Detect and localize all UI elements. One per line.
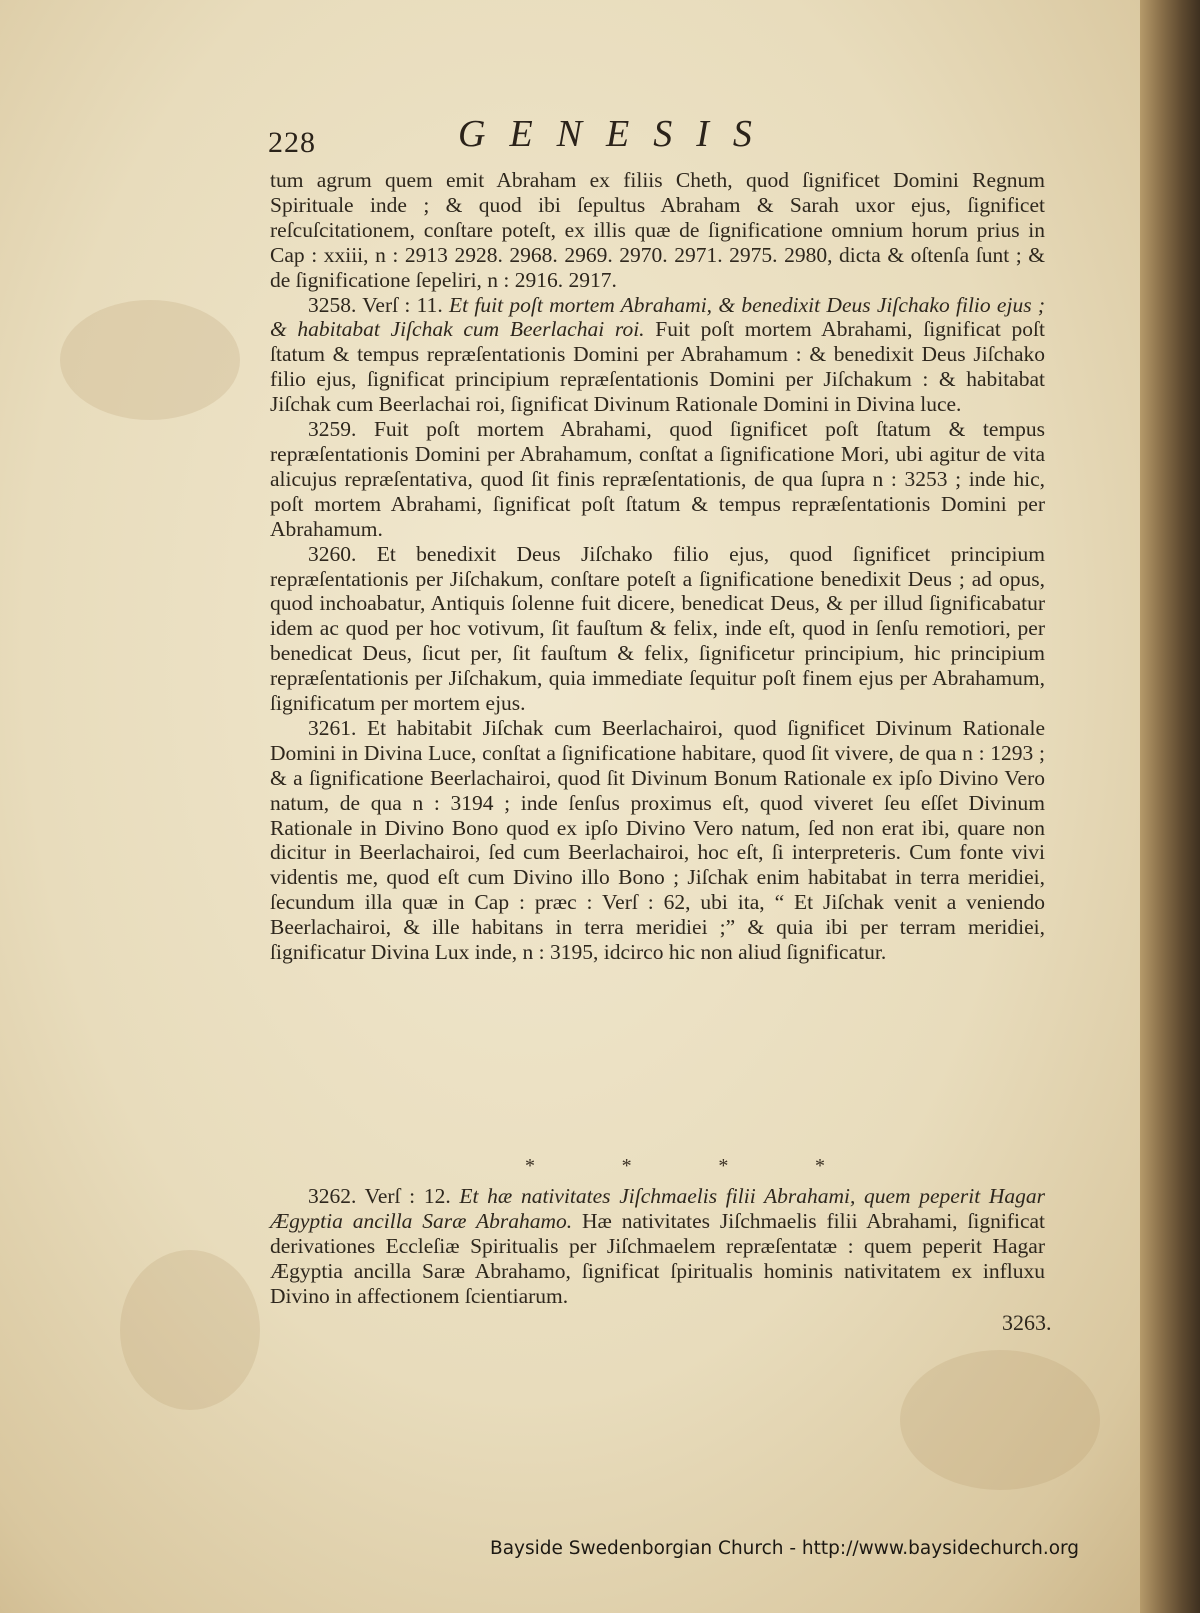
verse-reference: Verſ : 11. — [362, 292, 443, 317]
paragraph-continuation: tum agrum quem emit Abraham ex filiis Cheth, quod ſignificet Domini Regnum Spirituale inde ; & quod ibi ſepultus Abraham & Sarah uxor ejus, ſignificet reſcuſcitationem, conſtare poteſt, ex illis quæ de ſignificatione omnium horum prius in Cap : xxiii, n : 2913 2928. 2968. 2969. 2970. 2971. 2975. 2980, dicta & oſtenſa ſunt ; & de ſignificatione ſepeliri, n : 2916. 2917. — [270, 168, 1045, 292]
paragraph-number: 3262. — [308, 1184, 357, 1208]
main-text — [270, 168, 1045, 965]
paragraph-3258 — [270, 293, 1045, 418]
verse-reference: Verſ : 12. — [364, 1184, 451, 1208]
paper-stain — [120, 1250, 260, 1410]
paragraph-3262 — [270, 1184, 1045, 1309]
paragraph-body: Hæ nativitates Jiſchmaelis filii Abrahami, ſignificat derivationes Eccleſiæ Spiritualis per Jiſchmaelem repræſentatæ : quem peperit Hagar Ægyptia ancilla Saræ Abrahamo, ſignificat ſpiritualis hominis nativitatem ex influxu Divino in affectionem ſcientiarum. — [270, 1208, 1046, 1308]
section-divider — [525, 1155, 825, 1179]
paragraph-3259: 3259. Fuit poſt mortem Abrahami, quod ſignificet poſt ſtatum & tempus repræſentationis Domini per Abrahamum, conſtat a ſignificatione Mori, ubi agitur de vita alicujus repræſentativa, quod ſit finis repræſentationis, de qua ſupra n : 3253 ; inde hic, poſt mortem Abrahami, ſignificat poſt ſtatum & tempus repræſentationis Domini per Abrahamum. — [270, 417, 1045, 541]
book-gutter-edge — [1140, 0, 1200, 1613]
page-number: 228 — [268, 126, 316, 159]
divider-star: * — [814, 1155, 825, 1177]
scripture-quote: Et hæ nativitates Jiſchmaelis filii Abrahami, quem peperit Hagar Ægyptia ancilla Saræ Abrahamo. — [270, 1184, 1045, 1233]
paragraph-3260: 3260. Et benedixit Deus Jiſchako filio ejus, quod ſignificet principium repræſentationis per Jiſchakum, conſtare poteſt a ſignificatione benedixit Deus ; ad opus, quod inchoabatur, Antiquis ſolenne fuit dicere, benedicat Deus, & per illud ſignificabatur idem ac quod per hoc votivum, ſit fauſtum & felix, inde eſt, quod in ſenſu remotiori, per benedicat Deus, ſicut per, ſit fauſtum & felix, ſignificetur principium, hic principium repræſentationis per Jiſchakum, quia immediate ſequitur poſt finem ejus per Abrahamum, ſignificatum per mortem ejus. — [270, 541, 1045, 716]
watermark: Bayside Swedenborgian Church - http://www.baysidechurch.org — [490, 1538, 1080, 1559]
paragraph-3261: 3261. Et habitabit Jiſchak cum Beerlachairoi, quod ſignificet Divinum Rationale Domini in Divina Luce, conſtat a ſignificatione habitare, quod ſit vivere, de qua n : 1293 ; & a ſignificatione Beerlachairoi, quod ſit Divinum Bonum Rationale ex ipſo Divino Vero natum, de qua n : 3194 ; inde ſenſus proximus eſt, quod viveret ſeu eſſet Divinum Rationale in Divino Bono quod ex ipſo Divino Vero natum, ſed non erat ibi, quare non dicitur in Beerlachairoi, ſed cum Beerlachairoi, hoc eſt, ſi interpreteris. Cum fonte vivi videntis me, quod eſt cum Divino illo Bono ; Jiſchak enim habitabat in terra meridiei, ſecundum illa quæ in Cap : præc : Verſ : 62, ubi ita, “ Et Jiſchak venit a veniendo Beerlachairoi, & ille habitans in terra meridiei ;” & quia ibi per terram meridiei, ſignificatur Divina Lux inde, n : 3195, idcirco hic non aliud ſignificatur. — [270, 715, 1045, 965]
running-title: GENESIS — [458, 113, 776, 155]
divider-star: * — [621, 1155, 632, 1177]
page-header — [268, 112, 868, 162]
scripture-quote: Et fuit poſt mortem Abrahami, & benedixit Deus Jiſchako filio ejus ; & habitabat Jiſchak cum Beerlachai roi. — [270, 292, 1045, 342]
divider-star: * — [525, 1155, 535, 1177]
divider-star: * — [718, 1155, 729, 1177]
paper-stain — [900, 1350, 1100, 1490]
paragraph-body: Fuit poſt mortem Abrahami, ſignificat poſt ſtatum & tempus repræſentationis Domini per Abrahamum : & benedixit Deus Jiſchako filio ejus, ſignificat principium repræſentationis Domini per Jiſchakum : & habitabat Jiſchak cum Beerlachai roi, ſignificat Divinum Rationale Domini in Divina luce. — [270, 317, 1046, 417]
paragraph-number: 3258. — [308, 292, 357, 317]
catchword: 3263. — [1002, 1310, 1052, 1335]
paper-stain — [60, 300, 240, 420]
